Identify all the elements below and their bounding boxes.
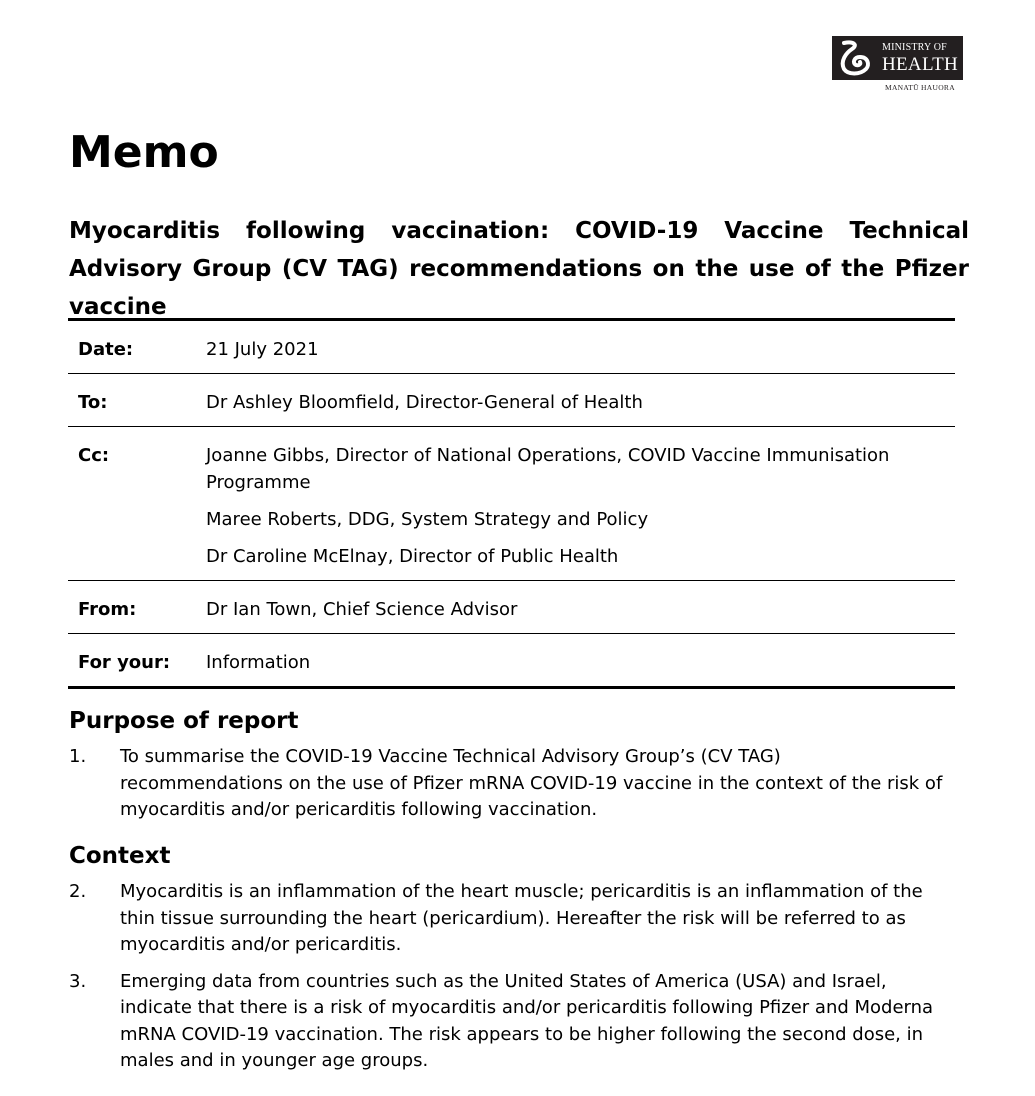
- numbered-paragraph: [69, 969, 949, 1075]
- paragraph-number: 3.: [69, 970, 87, 992]
- logo-box: [832, 36, 963, 80]
- to-label: To:: [78, 392, 108, 413]
- date-label: Date:: [78, 339, 134, 360]
- purpose-section: [69, 704, 949, 834]
- cc-label: Cc:: [78, 445, 110, 466]
- cc-recipient: Joanne Gibbs, Director of National Operations, COVID Vaccine Immunisation Programme: [206, 445, 890, 493]
- paragraph-text: Emerging data from countries such as the United States of America (USA) and Israel, indicate that there is a risk of myocarditis and/or pericarditis following Pfizer and Moderna mRNA COVID-19 vaccination. The risk appears to be higher following the second dose, in males and in younger age groups.: [120, 970, 934, 1071]
- cc-recipient: Maree Roberts, DDG, System Strategy and Policy: [206, 509, 649, 530]
- for-your-row: [68, 634, 955, 686]
- logo-text-maori: MANATŪ HAUORA: [885, 83, 955, 92]
- cc-recipient: Dr Caroline McElnay, Director of Public Health: [206, 546, 619, 567]
- paragraph-text: Myocarditis is an inflammation of the heart muscle; pericarditis is an inflammation of the thin tissue surrounding the heart (pericardium). Hereafter the risk will be referred to as myocarditis and/or pericarditis.: [120, 881, 923, 955]
- koru-icon: [836, 39, 874, 77]
- numbered-paragraph: [69, 879, 949, 959]
- from-row: [68, 581, 955, 634]
- numbered-paragraph: [69, 744, 949, 824]
- date-row: [68, 321, 955, 374]
- date-value: 21 July 2021: [206, 339, 319, 360]
- purpose-heading: Purpose of report: [69, 708, 299, 734]
- from-value: Dr Ian Town, Chief Science Advisor: [206, 599, 518, 620]
- to-value: Dr Ashley Bloomfield, Director-General of Health: [206, 392, 643, 413]
- cc-values: [206, 442, 955, 570]
- memo-subject: Myocarditis following vaccination: COVID-19 Vaccine Technical Advisory Group (CV TAG) recommendations on the use of the Pfizer vaccine: [69, 218, 969, 320]
- from-label: From:: [78, 599, 137, 620]
- for-your-label: For your:: [78, 652, 171, 673]
- ministry-of-health-logo: [832, 36, 964, 94]
- paragraph-text: To summarise the COVID-19 Vaccine Technical Advisory Group’s (CV TAG) recommendations on the use of Pfizer mRNA COVID-19 vaccine in the context of the risk of myocarditis and/or pericarditis following vaccination.: [120, 746, 943, 820]
- logo-text-health: HEALTH: [882, 54, 959, 75]
- page-title: Memo: [69, 127, 219, 178]
- memo-details-table: [68, 318, 955, 689]
- to-row: [68, 374, 955, 427]
- logo-text-ministry: MINISTRY OF: [882, 42, 947, 53]
- paragraph-number: 2.: [69, 881, 87, 902]
- context-section: [69, 839, 949, 1085]
- context-heading: Context: [69, 843, 171, 869]
- for-your-value: Information: [206, 652, 311, 673]
- cc-row: [68, 427, 955, 581]
- paragraph-number: 1.: [69, 746, 87, 767]
